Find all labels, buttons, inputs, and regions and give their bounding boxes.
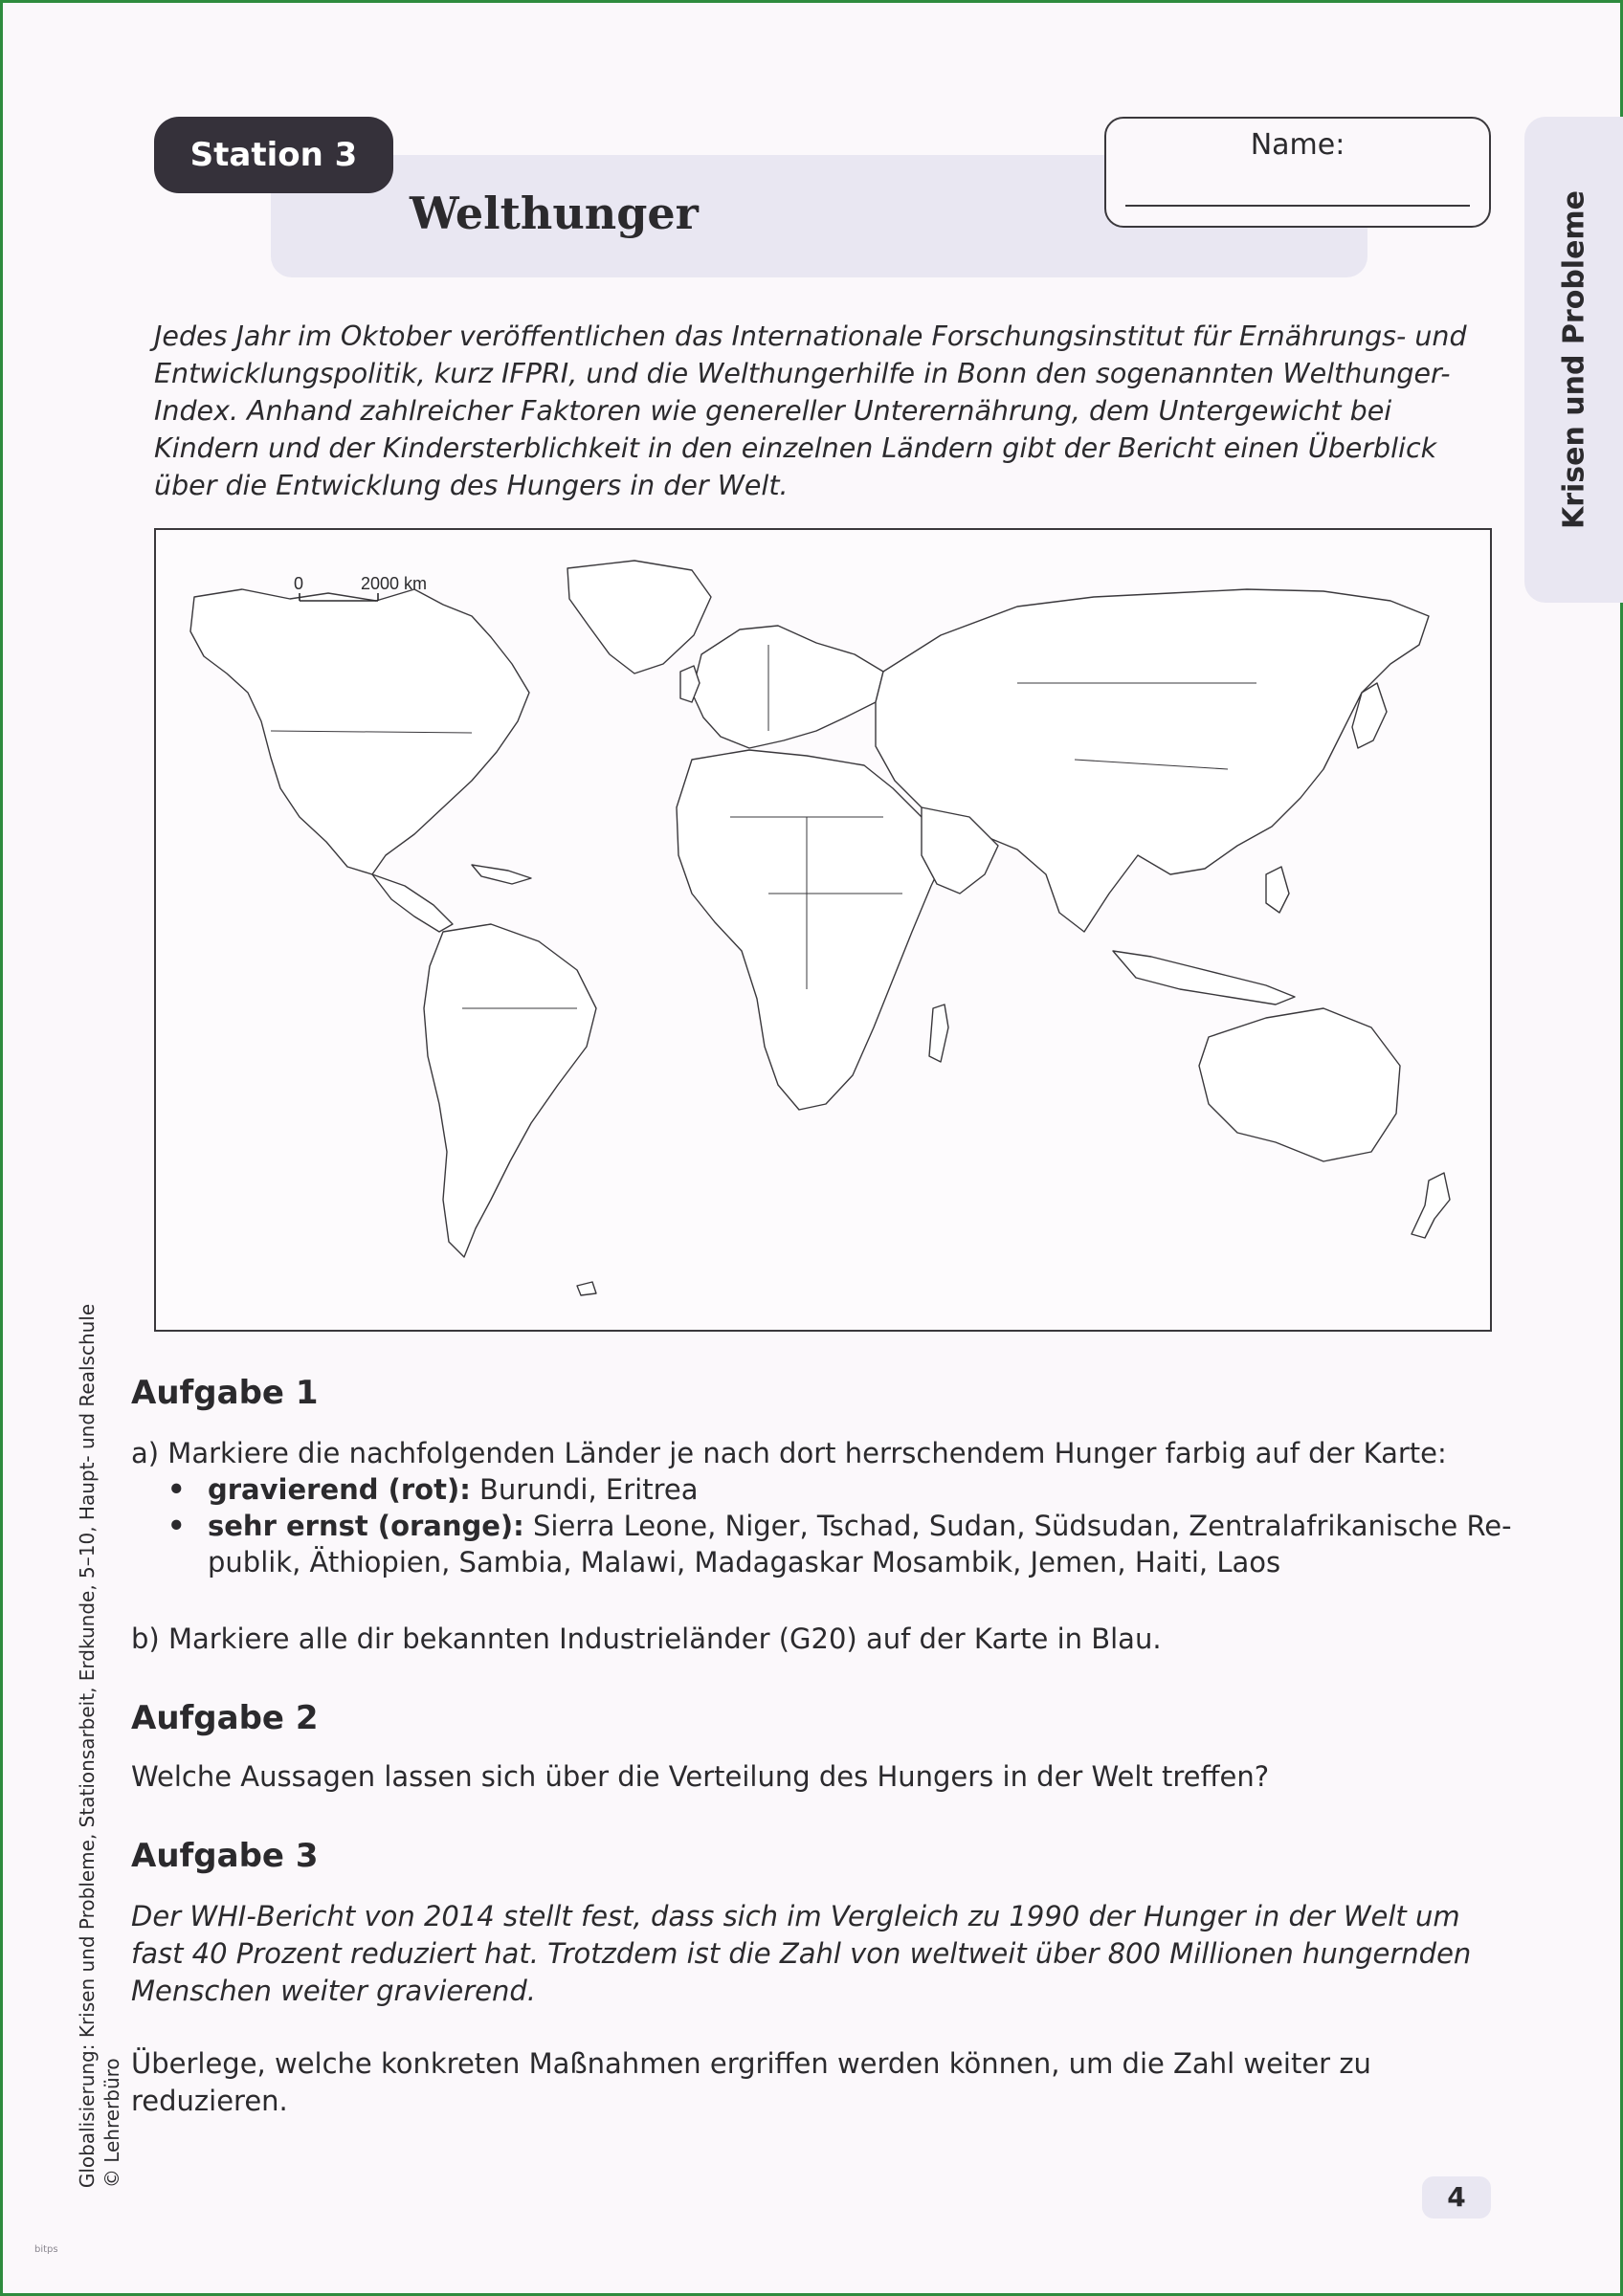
map-region-south-america	[424, 924, 596, 1257]
task3-text: Überlege, welche konkreten Maßnahmen ergriffen werden können, um die Zahl weiter zu reduzieren.	[131, 2047, 1371, 2117]
task2-heading: Aufgabe 2	[131, 1699, 319, 1737]
copyright-credit	[75, 1304, 124, 2188]
page-title: Welthunger	[410, 188, 699, 239]
credit-line-1: Globalisierung: Krisen und Probleme, Stationsarbeit, Erdkunde, 5–10, Haupt- und Realschule	[76, 1303, 99, 2189]
bullet2-text: Sierra Leone, Niger, Tschad, Sudan, Südsudan, Zentralafrikanische Re-	[523, 1510, 1512, 1542]
task1-bullet-2	[167, 1510, 1512, 1542]
task1-bullet-1	[167, 1473, 698, 1506]
task1-part-a: a) Markiere die nachfolgenden Länder je nach dort herrschendem Hunger farbig auf der Karte:	[131, 1437, 1447, 1469]
map-region-southern-islands	[577, 1282, 596, 1295]
world-map[interactable]	[154, 528, 1492, 1332]
footer-mark: bitps	[34, 2244, 58, 2255]
map-region-madagascar	[929, 1004, 948, 1062]
page-number: 4	[1422, 2176, 1491, 2219]
bullet-icon: •	[167, 1473, 186, 1506]
task1-heading: Aufgabe 1	[131, 1374, 319, 1412]
map-region-australia	[1199, 1008, 1400, 1161]
bullet-icon: •	[167, 1510, 186, 1542]
name-field[interactable]	[1104, 117, 1491, 228]
bullet2-label: sehr ernst (orange):	[208, 1510, 524, 1542]
bullet1-text: Burundi, Eritrea	[470, 1473, 699, 1506]
map-region-indonesia	[1113, 951, 1295, 1004]
map-region-caribbean	[472, 865, 531, 884]
map-region-philippines	[1266, 867, 1289, 913]
station-badge: Station 3	[154, 117, 393, 193]
world-map-outline	[156, 530, 1490, 1330]
side-tab-label: Krisen und Probleme	[1557, 189, 1591, 530]
name-label: Name:	[1250, 128, 1345, 162]
scale-distance-label: 2000 km	[361, 574, 428, 593]
map-region-europe	[692, 626, 883, 748]
task1-part-b: b) Markiere alle dir bekannten Industrieländer (G20) auf der Karte in Blau.	[131, 1623, 1162, 1655]
name-write-line[interactable]	[1125, 205, 1470, 207]
task1-bullet-2-continued: publik, Äthiopien, Sambia, Malawi, Madagaskar Mosambik, Jemen, Haiti, Laos	[208, 1546, 1281, 1578]
task3-heading: Aufgabe 3	[131, 1837, 319, 1875]
credit-line-2: © Lehrerbüro	[100, 2058, 123, 2189]
task3-italic-text: Der WHI-Bericht von 2014 stellt fest, dass sich im Vergleich zu 1990 der Hunger in der Welt um fast 40 Prozent reduziert hat. Trotzdem ist die Zahl von weltweit über 800 Millionen hungernden Menschen weiter gravierend.	[131, 1900, 1472, 2007]
map-region-greenland	[567, 561, 711, 673]
map-region-central-america	[372, 874, 453, 932]
scale-zero-label: 0	[294, 574, 304, 593]
map-region-africa	[677, 750, 950, 1110]
bullet1-label: gravierend (rot):	[208, 1473, 471, 1506]
intro-text: Jedes Jahr im Oktober veröffentlichen das Internationale Forschungsinstitut für Ernährungs- und Entwicklungspolitik, kurz IFPRI, und die Welthungerhilfe in Bonn den sogenannten Welthunger-Index. Anhand zahlreicher Faktoren wie genereller Unterernährung, dem Untergewicht bei Kindern und der Kindersterblichkeit in den einzelnen Ländern gibt der Bericht einen Überblick über die Entwicklung des Hungers in der Welt.	[154, 320, 1467, 501]
map-region-new-zealand	[1412, 1173, 1450, 1238]
task2-text: Welche Aussagen lassen sich über die Verteilung des Hungers in der Welt treffen?	[131, 1760, 1270, 1793]
